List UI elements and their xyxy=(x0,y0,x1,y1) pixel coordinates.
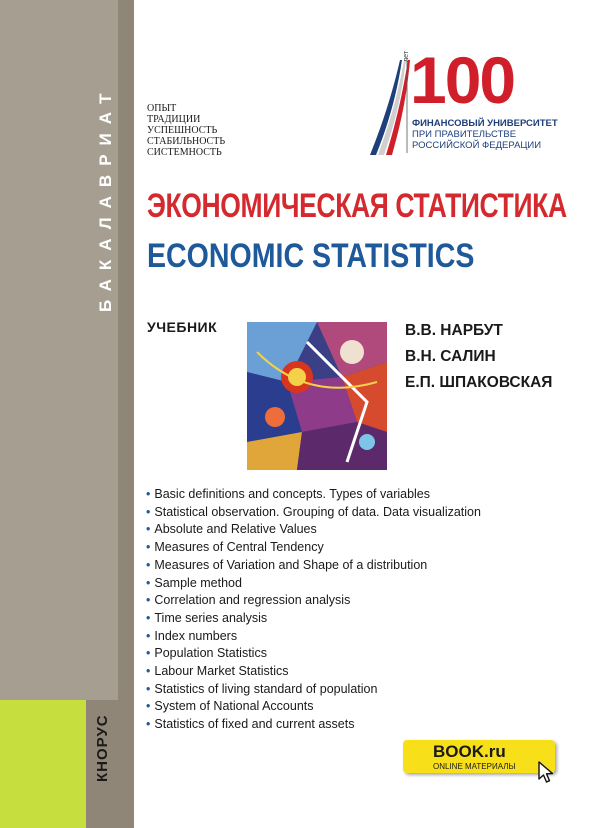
topic-item: • System of National Accounts xyxy=(146,698,481,716)
topic-item: • Measures of Variation and Shape of a distribution xyxy=(146,557,481,575)
abstract-painting-image xyxy=(247,322,387,470)
author-name: Е.П. ШПАКОВСКАЯ xyxy=(405,374,553,391)
authors-list xyxy=(405,318,552,396)
topic-item: • Correlation and regression analysis xyxy=(146,592,481,610)
topic-item: • Population Statistics xyxy=(146,645,481,663)
topic-item: • Time series analysis xyxy=(146,610,481,628)
logo-prefix: лет xyxy=(403,51,410,62)
book-type: УЧЕБНИК xyxy=(147,319,218,335)
values-list xyxy=(147,103,225,158)
value-item: СИСТЕМНОСТЬ xyxy=(147,147,222,158)
topic-item: • Basic definitions and concepts. Types of variables xyxy=(146,486,481,504)
author-name: В.В. НАРБУТ xyxy=(405,322,503,339)
logo-org-line: РОССИЙСКОЙ ФЕДЕРАЦИИ xyxy=(412,140,542,151)
value-item: СТАБИЛЬНОСТЬ xyxy=(147,136,226,147)
cursor-arrow-icon xyxy=(537,760,557,784)
topics-list xyxy=(146,486,481,734)
spine-accent-block xyxy=(0,700,86,828)
book-ru-name: BOOK.ru xyxy=(433,742,506,761)
topic-item: • Statistics of fixed and current assets xyxy=(146,716,481,734)
logo-org-line: ПРИ ПРАВИТЕЛЬСТВЕ xyxy=(412,129,517,140)
author-name: В.Н. САЛИН xyxy=(405,348,496,365)
topic-item: • Statistics of living standard of population xyxy=(146,681,481,699)
topic-item: • Sample method xyxy=(146,575,481,593)
logo-org-line: ФИНАНСОВЫЙ УНИВЕРСИТЕТ xyxy=(412,118,558,129)
title-russian: ЭКОНОМИЧЕСКАЯ СТАТИСТИКА xyxy=(147,187,567,225)
topic-item: • Statistical observation. Grouping of data. Data visualization xyxy=(146,504,481,522)
publisher-label: КНОРУС xyxy=(94,714,111,782)
series-label: БАКАЛАВРИАТ xyxy=(96,84,115,312)
value-item: ТРАДИЦИИ xyxy=(147,114,201,125)
book-ru-button[interactable] xyxy=(403,740,555,773)
logo-organization xyxy=(412,118,558,151)
topic-item: • Absolute and Relative Values xyxy=(146,521,481,539)
topic-item: • Labour Market Statistics xyxy=(146,663,481,681)
logo-number: 100 xyxy=(410,43,515,117)
title-english: ECONOMIC STATISTICS xyxy=(147,237,475,275)
topic-item: • Index numbers xyxy=(146,628,481,646)
value-item: ОПЫТ xyxy=(147,103,177,114)
value-item: УСПЕШНОСТЬ xyxy=(147,125,218,136)
topic-item: • Measures of Central Tendency xyxy=(146,539,481,557)
book-ru-subtitle: ONLINE МАТЕРИАЛЫ xyxy=(433,762,516,771)
